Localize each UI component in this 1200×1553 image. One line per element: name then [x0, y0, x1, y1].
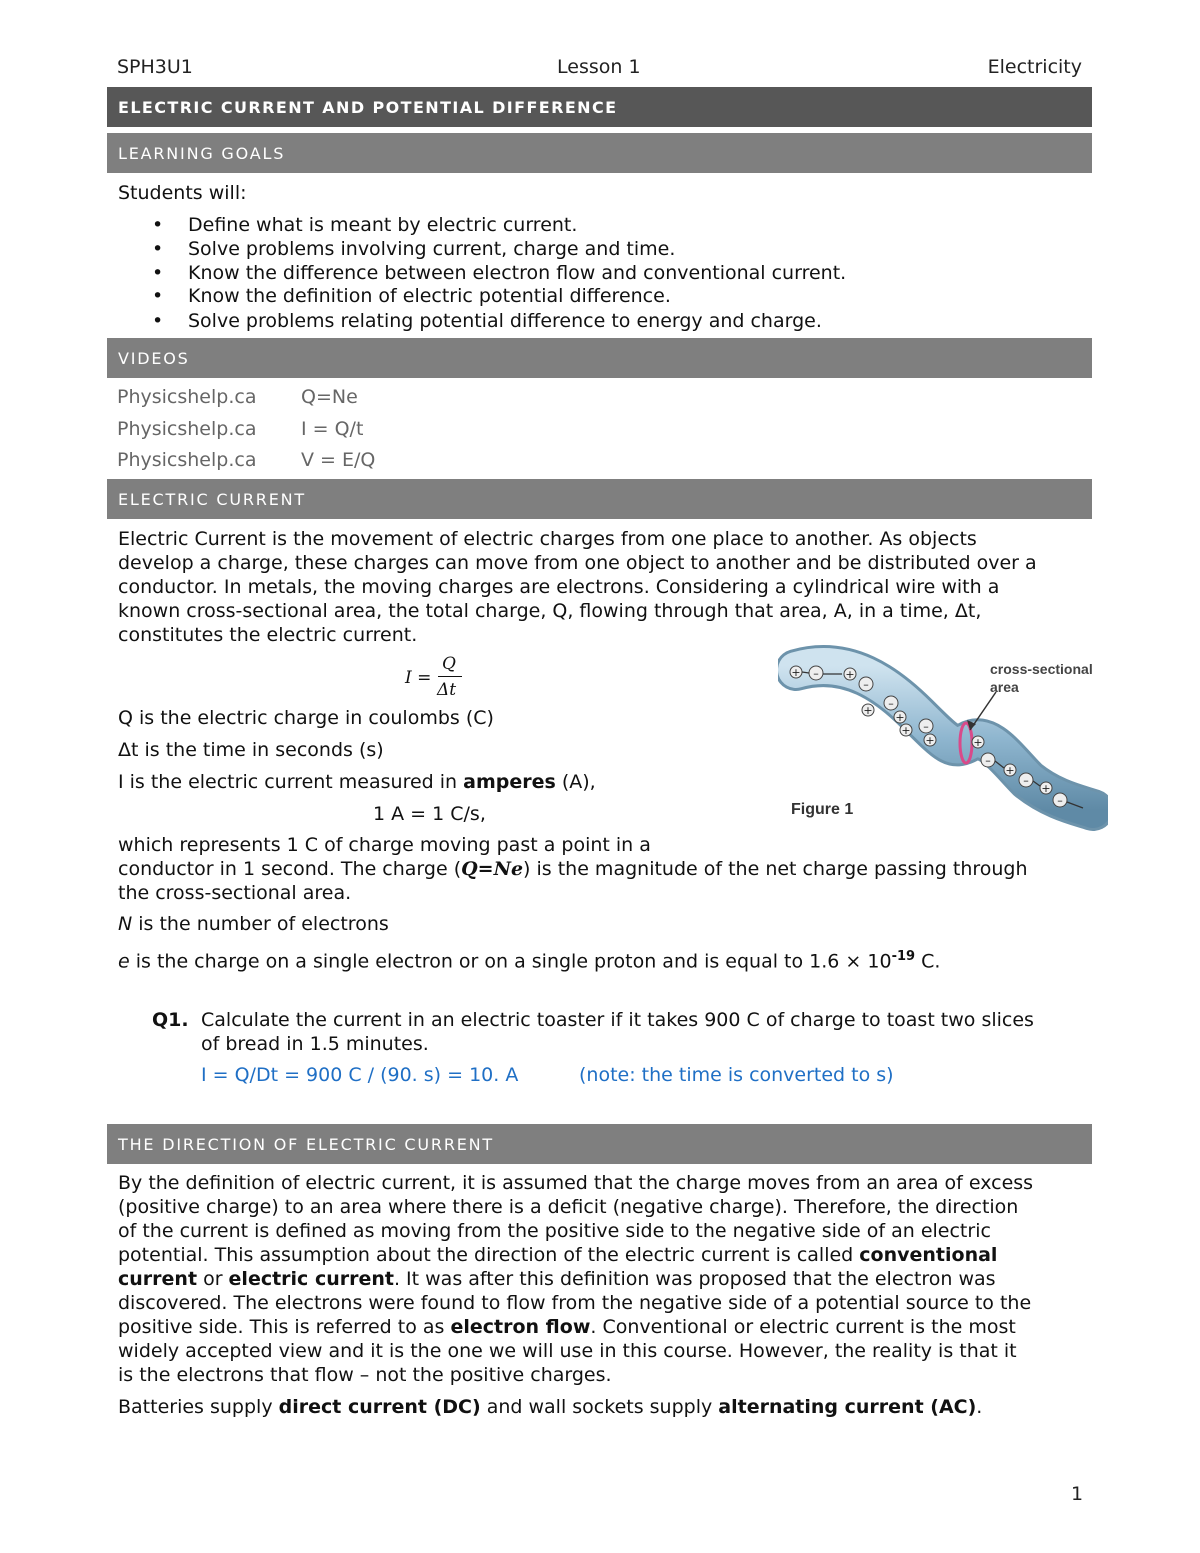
paragraph-line: By the definition of electric current, it is assumed that the charge moves from an area of excess [118, 1172, 1034, 1194]
cross-sectional-line: the cross-sectional area. [118, 882, 352, 904]
conductor-line: conductor in 1 second. The charge (Q=Ne) is the magnitude of the net charge passing through [118, 858, 1028, 880]
goal-item: • Solve problems relating potential difference to energy and charge. [152, 310, 822, 332]
answer-text: I = Q/Dt = 900 C / (90. s) = 10. A [201, 1064, 519, 1086]
answer-note: (note: the time is converted to s) [579, 1064, 894, 1086]
paragraph-line: conductor. In metals, the moving charges are electrons. Considering a cylindrical wire with a [118, 576, 1000, 598]
svg-text:–: – [985, 754, 991, 767]
unit-label: Electricity [987, 56, 1082, 78]
paragraph-line: of the current is defined as moving from the positive side to the negative side of an electric [118, 1220, 991, 1242]
svg-text:+: + [973, 736, 983, 749]
goals-intro: Students will: [118, 182, 247, 204]
paragraph-line: potential. This assumption about the direction of the electric current is called conventional [118, 1244, 998, 1266]
figure-1 [778, 630, 1108, 835]
paragraph-line: Electric Current is the movement of electric charges from one place to another. As objects [118, 528, 977, 550]
svg-text:–: – [923, 720, 929, 733]
fraction-bar [438, 676, 462, 677]
video-link-i-q-t[interactable]: Physicshelp.ca I = Q/t [117, 418, 364, 440]
video-link-q-ne[interactable]: Physicshelp.ca Q=Ne [117, 386, 358, 408]
lesson-label: Lesson 1 [557, 56, 641, 78]
paragraph-line: current or electric current. It was after this definition was proposed that the electron was [118, 1268, 996, 1290]
svg-text:+: + [1041, 782, 1051, 795]
question-label: Q1. [152, 1009, 189, 1031]
document-page: SPH3U1 Lesson 1 Electricity ELECTRIC CURRENT AND POTENTIAL DIFFERENCE LEARNING GOALS Students will: • Define what is meant by electric current. • Solve problems involving current, charge and time. • Know the difference between electron flow and conventional current. • Know the definition of electric potential difference. • Solve problems relating potential difference to energy and charge. VIDEOS Physicshelp.ca Q=Ne Physicshelp.ca I = Q/t Physicshelp.ca V = E/Q ELECTRIC CURRENT Electric Current is the movement of electric charges from one place to another. As objects develop a charge, these charges can move from one object to another and be distributed over a conductor. In metals, the moving charges are electrons. Considering a cylindrical wire with a known cross-sectional area, the total charge, Q, flowing through that area, A, in a time, Δt, constitutes the electric current. I = Q Δt Q is the electric charge in coulombs (C) Δt is the time in seconds (s) I is the electric current measured in amperes (A), 1 A = 1 C/s, which represents 1 C of charge moving past a point in a conductor in 1 second. The charge (Q=Ne) is the magnitude of the net charge passing through the cross-sectional area. N is the number of electrons e is the charge on a single electron or on a single proton and is equal to $1.6 \times 10^{-19}$ C. + – + – + – + + – + + – + – + – cross-sectional area Figure 1 Q1. Calculate the current in an electric toaster if it takes 900 C of charge to toast two slices of bread in 1.5 minutes. I = Q/Dt = 900 C / (90. s) = 10. A (note: the time is converted to s) THE DIRECTION OF ELECTRIC CURRENT By the definition of electric current, it is assumed that the charge moves from an area of excess (positive charge) to an area where there is a deficit (negative charge). Therefore, the direction of the current is defined as moving from the positive side to the negative side of an electric potential. This assumption about the direction of the electric current is called conventional current or electric current. It was after this definition was proposed that the electron was discovered. The electrons were found to flow from the negative side of a potential source to the positive side. This is referred to as electron flow. Conventional or electric current is the most widely accepted view and it is the one we will use in this course. However, the reality is that it is the electrons that flow – not the positive charges. Batteries supply direct current (DC) and wall sockets supply alternating current (AC). 1 [0, 0, 1200, 1553]
svg-text:–: – [888, 697, 894, 710]
unit-equation: 1 A = 1 C/s, [373, 803, 486, 825]
figure-caption: Figure 1 [791, 801, 854, 818]
represents-line: which represents 1 C of charge moving past a point in a [118, 834, 651, 856]
definition-q: Q is the electric charge in coulombs (C) [118, 707, 494, 729]
definition-e: e is the charge on a single electron or on a single proton and is equal to $1.6 \times 10^{-19}$ C. [118, 949, 941, 973]
videos-heading: VIDEOS [107, 338, 1092, 378]
electric-current-heading: ELECTRIC CURRENT [107, 479, 1092, 519]
svg-text:+: + [1005, 764, 1015, 777]
goal-item: • Know the difference between electron flow and conventional current. [152, 262, 847, 284]
paragraph-line: develop a charge, these charges can move from one object to another and be distributed over a [118, 552, 1037, 574]
definition-t: Δt is the time in seconds (s) [118, 739, 384, 761]
svg-text:+: + [845, 668, 855, 681]
goal-item: • Solve problems involving current, charge and time. [152, 238, 676, 260]
svg-text:+: + [895, 711, 905, 724]
title-bar: ELECTRIC CURRENT AND POTENTIAL DIFFERENCE [107, 87, 1092, 127]
direction-heading: THE DIRECTION OF ELECTRIC CURRENT [107, 1124, 1092, 1164]
course-code: SPH3U1 [117, 56, 193, 78]
learning-goals-heading: LEARNING GOALS [107, 133, 1092, 173]
goal-item: • Know the definition of electric potential difference. [152, 285, 671, 307]
paragraph-line: constitutes the electric current. [118, 624, 418, 646]
cross-section-label: cross-sectional area [990, 661, 1093, 695]
svg-text:–: – [1023, 774, 1029, 787]
svg-text:–: – [813, 667, 819, 680]
paragraph-line: discovered. The electrons were found to flow from the negative side of a potential source to the [118, 1292, 1032, 1314]
svg-text:–: – [1057, 794, 1063, 807]
svg-text:+: + [791, 666, 801, 679]
svg-text:–: – [863, 678, 869, 691]
paragraph-line: positive side. This is referred to as electron flow. Conventional or electric current is the most [118, 1316, 1016, 1338]
paragraph-line: is the electrons that flow – not the positive charges. [118, 1364, 612, 1386]
page-number: 1 [1071, 1483, 1084, 1505]
paragraph-line: known cross-sectional area, the total charge, Q, flowing through that area, A, in a time, Δt, [118, 600, 982, 622]
svg-text:+: + [863, 704, 873, 717]
svg-text:+: + [901, 724, 911, 737]
definition-i: I is the electric current measured in amperes (A), [118, 771, 596, 793]
paragraph-line: (positive charge) to an area where there is a deficit (negative charge). Therefore, the direction [118, 1196, 1019, 1218]
definition-n: N is the number of electrons [118, 913, 389, 935]
question-line: of bread in 1.5 minutes. [201, 1033, 429, 1055]
video-link-v-e-q[interactable]: Physicshelp.ca V = E/Q [117, 449, 376, 471]
svg-text:+: + [925, 734, 935, 747]
paragraph-line: widely accepted view and it is the one we will use in this course. However, the reality is that it [118, 1340, 1017, 1362]
goal-item: • Define what is meant by electric current. [152, 214, 578, 236]
dc-ac-line: Batteries supply direct current (DC) and wall sockets supply alternating current (AC). [118, 1396, 983, 1418]
question-line: Calculate the current in an electric toaster if it takes 900 C of charge to toast two slices [201, 1009, 1034, 1031]
